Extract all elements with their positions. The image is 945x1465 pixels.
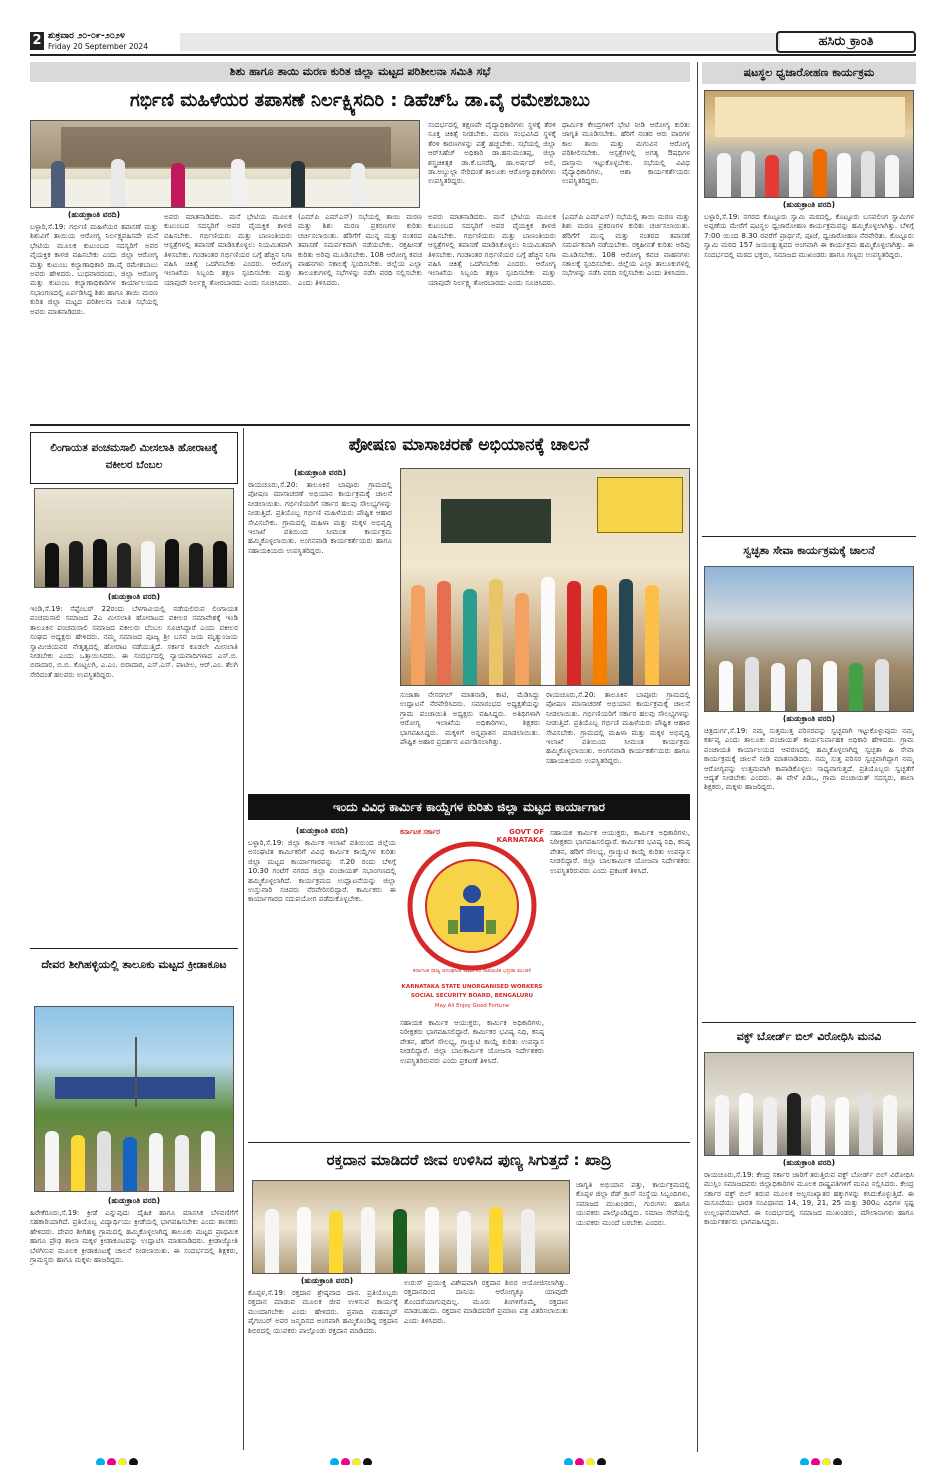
registration-marks	[0, 1452, 945, 1464]
raktadana-photo	[252, 1180, 570, 1274]
lead-kicker: ಶಿಶು ಹಾಗೂ ತಾಯಿ ಮರಣ ಕುರಿತ ಜಿಲ್ಲಾ ಮಟ್ಟದ ಪರಿಶೀಲನಾ ಸಮಿತಿ ಸಭೆ	[30, 62, 690, 82]
raktadana-dateline: (ಹುಡುಕ್ರಾಂತಿ ವರದಿ)	[300, 1276, 354, 1285]
kreeda-headline: ದೇವರ ಶೀಗಿಹಳ್ಳಿಯಲ್ಲಿ ತಾಲೂಕು ಮಟ್ಟದ ಕ್ರೀಡಾಕೂಟ	[41, 958, 227, 971]
raktadana-top-rule	[248, 1142, 690, 1143]
lead-headline: ಗರ್ಭಿಣಿ ಮಹಿಳೆಯರ ತಪಾಸಣೆ ನಿರ್ಲಕ್ಷ್ಯಿಸದಿರಿ : ಡಿಹೆಚ್‌ಓ ಡಾ.ವೈ ರಮೇಶಬಾಬು	[130, 90, 590, 111]
poshan-column-3: ರಾಯಚೂರು,ಸೆ.20: ತಾಲೂಕಿನ ಬಾಪೂರು ಗ್ರಾಮದಲ್ಲಿ ಪೋಷಣ ಮಾಸಾಚರಣೆ ಅಭಿಯಾನ ಕಾರ್ಯಕ್ರಮಕ್ಕೆ ಚಾಲನೆ ನೀಡಲಾಯಿತು. ಗರ್ಭಿಣಿಯರಿಗೆ ಸರ್ಕಾರ ಹಲವು ಸೌಲಭ್ಯಗಳನ್ನು ನೀಡುತ್ತಿದೆ. ಪ್ರತಿಯೊಬ್ಬ ಗರ್ಭಿಣಿ ಮಹಿಳೆಯರು ಪೌಷ್ಟಿಕ ಆಹಾರ ಸೇವಿಸಬೇಕು. ಗ್ರಾಮದಲ್ಲಿ ಮಹಿಳಾ ಮತ್ತು ಮಕ್ಕಳ ಅಭಿವೃದ್ಧಿ ಇಲಾಖೆ ವತಿಯಿಂದ ಸೀಮಂತ ಕಾರ್ಯಕ್ರಮ ಹಮ್ಮಿಕೊಳ್ಳಲಾಯಿತು. ಅಂಗನವಾಡಿ ಕಾರ್ಯಕರ್ತೆಯರು ಹಾಗೂ ಸಹಾಯಕಿಯರು ಉಪಸ್ಥಿತರಿದ್ದರು.	[546, 690, 690, 765]
poshan-headline: ಪೋಷಣ ಮಾಸಾಚರಣೆ ಅಭಿಯಾನಕ್ಕೆ ಚಾಲನೆ	[348, 435, 590, 455]
raktadana-column-1: ಕೊಪ್ಪಳ,ಸೆ.19: ರಕ್ತದಾನ ಶ್ರೇಷ್ಠವಾದ ದಾನ. ಪ್ರತಿಯೊಬ್ಬರು ರಕ್ತದಾನ ಮಾಡುವ ಮೂಲಕ ಜೀವ ಉಳಿಸುವ ಕಾರ್ಯಕ್ಕೆ ಮುಂದಾಗಬೇಕು ಎಂದು ಹೇಳಿದರು. ಪ್ರವಾದಿ ಮಹಮ್ಮದ್ ಪೈಗಂಬರ್ ಅವರ ಜನ್ಮದಿನದ ಅಂಗವಾಗಿ ಹಮ್ಮಿಕೊಂಡಿದ್ದ ರಕ್ತದಾನ ಶಿಬಿರದಲ್ಲಿ ಯುವಕರು ಪಾಲ್ಗೊಂಡು ರಕ್ತದಾನ ಮಾಡಿದರು.	[248, 1288, 398, 1335]
lead-column-5b: (ಎಮ್‌ಪಿ ಎಮ್‌ಎಸ್) ಸಭೆಯಲ್ಲಿ ತಾಯಿ ಮರಣ ಮತ್ತು ಶಿಶು ಮರಣ ಪ್ರಕರಣಗಳ ಕುರಿತು ಚರ್ಚಿಸಲಾಯಿತು. ಹೆರಿಗೆಗೆ ಮುನ್ನ ಮತ್ತು ನಂತರದ ತಪಾಸಣೆ ಸಮರ್ಪಕವಾಗಿ ನಡೆಯಬೇಕು. ರಕ್ತಹೀನತೆ ಕುರಿತು ಅರಿವು ಮೂಡಿಸಬೇಕು. 108 ಆರೋಗ್ಯ ಕವಚ ವಾಹನಗಳು ಸಕಾಲಕ್ಕೆ ಸ್ಪಂದಿಸಬೇಕು. ಜಿಲ್ಲೆಯ ಎಲ್ಲಾ ತಾಲೂಕುಗಳಲ್ಲಿ ಸಭೆಗಳನ್ನು ನಡೆಸಿ ವರದಿ ಸಲ್ಲಿಸಬೇಕು ಎಂದು ತಿಳಿಸಿದರು.	[562, 212, 690, 278]
logo-ring-text: ಕರ್ನಾಟಕ ರಾಜ್ಯ ಅಸಂಘಟಿತ ಕಾರ್ಮಿಕರ ಸಾಮಾಜಿಕ ಭದ್ರತಾ ಮಂಡಳಿ	[412, 968, 532, 974]
swachhata-photo	[704, 566, 914, 712]
karyagara-banner: ಇಂದು ವಿವಿಧ ಕಾರ್ಮಿಕ ಕಾಯ್ದೆಗಳ ಕುರಿತು ಜಿಲ್ಲಾ ಮಟ್ಟದ ಕಾರ್ಯಾಗಾರ	[248, 794, 690, 820]
left-divider	[30, 948, 238, 949]
left-column-rule	[243, 428, 244, 1450]
logo-right-text: GOVT OF KARNATAKA	[496, 828, 544, 844]
waqf-dateline: (ಹುಡುಕ್ರಾಂತಿ ವರದಿ)	[782, 1158, 836, 1167]
poshan-column-1: ರಾಯಚೂರು,ಸೆ.20: ತಾಲೂಕಿನ ಬಾಪೂರು ಗ್ರಾಮದಲ್ಲಿ ಪೋಷಣ ಮಾಸಾಚರಣೆ ಅಭಿಯಾನ ಕಾರ್ಯಕ್ರಮಕ್ಕೆ ಚಾಲನೆ ನೀಡಲಾಯಿತು. ಗರ್ಭಿಣಿಯರಿಗೆ ಸರ್ಕಾರ ಹಲವು ಸೌಲಭ್ಯಗಳನ್ನು ನೀಡುತ್ತಿದೆ. ಪ್ರತಿಯೊಬ್ಬ ಗರ್ಭಿಣಿ ಮಹಿಳೆಯರು ಪೌಷ್ಟಿಕ ಆಹಾರ ಸೇವಿಸಬೇಕು. ಗ್ರಾಮದಲ್ಲಿ ಮಹಿಳಾ ಮತ್ತು ಮಕ್ಕಳ ಅಭಿವೃದ್ಧಿ ಇಲಾಖೆ ವತಿಯಿಂದ ಸೀಮಂತ ಕಾರ್ಯಕ್ರಮ ಹಮ್ಮಿಕೊಳ್ಳಲಾಯಿತು. ಅಂಗನವಾಡಿ ಕಾರ್ಯಕರ್ತೆಯರು ಹಾಗೂ ಸಹಾಯಕಿಯರು ಉಪಸ್ಥಿತರಿದ್ದರು.	[248, 480, 392, 555]
karyagara-dateline: (ಹುಡುಕ್ರಾಂತಿ ವರದಿ)	[295, 826, 349, 835]
lead-column-3: (ಎಮ್‌ಪಿ ಎಮ್‌ಎಸ್) ಸಭೆಯಲ್ಲಿ ತಾಯಿ ಮರಣ ಮತ್ತು ಶಿಶು ಮರಣ ಪ್ರಕರಣಗಳ ಕುರಿತು ಚರ್ಚಿಸಲಾಯಿತು. ಹೆರಿಗೆಗೆ ಮುನ್ನ ಮತ್ತು ನಂತರದ ತಪಾಸಣೆ ಸಮರ್ಪಕವಾಗಿ ನಡೆಯಬೇಕು. ರಕ್ತಹೀನತೆ ಕುರಿತು ಅರಿವು ಮೂಡಿಸಬೇಕು. 108 ಆರೋಗ್ಯ ಕವಚ ವಾಹನಗಳು ಸಕಾಲಕ್ಕೆ ಸ್ಪಂದಿಸಬೇಕು. ಜಿಲ್ಲೆಯ ಎಲ್ಲಾ ತಾಲೂಕುಗಳಲ್ಲಿ ಸಭೆಗಳನ್ನು ನಡೆಸಿ ವರದಿ ಸಲ್ಲಿಸಬೇಕು ಎಂದು ತಿಳಿಸಿದರು.	[298, 212, 422, 287]
karyagara-column-2: ಸಹಾಯಕ ಕಾರ್ಮಿಕ ಆಯುಕ್ತರು, ಕಾರ್ಮಿಕ ಅಧಿಕಾರಿಗಳು, ನಿರೀಕ್ಷಕರು ಭಾಗವಹಿಸಲಿದ್ದಾರೆ. ಕಾರ್ಮಿಕರ ಭವಿಷ್ಯ ನಿಧಿ, ಕನಿಷ್ಠ ವೇತನ, ಹೆರಿಗೆ ಸೌಲಭ್ಯ, ಗ್ರಾಚ್ಯುಟಿ ಕಾಯ್ದೆ ಕುರಿತು ಉಪನ್ಯಾಸ ನೀಡಲಿದ್ದಾರೆ. ಜಿಲ್ಲಾ ಬಾಲಕಾರ್ಮಿಕ ಯೋಜನಾ ನಿರ್ದೇಶಕರು ಉಪಸ್ಥಿತರಿರುವರು ಎಂದು ಪ್ರಕಟಣೆ ತಿಳಿಸಿದೆ.	[400, 1018, 544, 1065]
lead-column-4: ಸಂದರ್ಭದಲ್ಲಿ ತಕ್ಷಣವೇ ವೈದ್ಯಾಧಿಕಾರಿಗಳು ಸ್ಥಳಕ್ಕೆ ತೆರಳಿ ಸೂಕ್ತ ಚಿಕಿತ್ಸೆ ನೀಡಬೇಕು. ಮರಣ ಸಂಭವಿಸಿದ ಸ್ಥಳಕ್ಕೆ ತೆರಳಿ ಕಾರಣಗಳನ್ನು ಪತ್ತೆ ಹಚ್ಚಬೇಕು. ಸಭೆಯಲ್ಲಿ ಜಿಲ್ಲಾ ಆರ್‌ಸಿಹೆಚ್ ಅಧಿಕಾರಿ ಡಾ.ಹನುಮಂತಪ್ಪ, ಜಿಲ್ಲಾ ಶಸ್ತ್ರಚಿಕಿತ್ಸಕ ಡಾ.ಕೆ.ಬಸರೆಡ್ಡಿ, ಡಾ.ಅರ್ಷದ್ ಅಲಿ, ಡಾ.ಅಬ್ದುಲ್ಲಾ ಸೇರಿದಂತೆ ತಾಲೂಕು ಆರೋಗ್ಯಾಧಿಕಾರಿಗಳು ಉಪಸ್ಥಿತರಿದ್ದರು.	[428, 120, 556, 186]
kreeda-body: ಹಿರೇಕೆರೂರು,ಸೆ.19: ಕ್ರೀಡೆ ಎನ್ನುವುದು ದೈಹಿಕ ಹಾಗೂ ಮಾನಸಿಕ ಬೆಳವಣಿಗೆಗೆ ಸಹಕಾರಿಯಾಗಿದೆ. ಪ್ರತಿಯೊಬ್ಬ ವಿದ್ಯಾರ್ಥಿಯು ಕ್ರೀಡೆಯಲ್ಲಿ ಭಾಗವಹಿಸಬೇಕು ಎಂದು ಶಾಸಕರು ಹೇಳಿದರು. ದೇವರ ಶೀಗಿಹಳ್ಳಿ ಗ್ರಾಮದಲ್ಲಿ ಹಮ್ಮಿಕೊಳ್ಳಲಾಗಿದ್ದ ತಾಲೂಕು ಮಟ್ಟದ ಪ್ರಾಥಮಿಕ ಹಾಗೂ ಪ್ರೌಢ ಶಾಲಾ ಮಕ್ಕಳ ಕ್ರೀಡಾಕೂಟವನ್ನು ಉದ್ಘಾಟಿಸಿ ಮಾತನಾಡಿದರು. ಕ್ರೀಡಾಜ್ಯೋತಿ ಬೆಳಗಿಸುವ ಮೂಲಕ ಕ್ರೀಡಾಕೂಟಕ್ಕೆ ಚಾಲನೆ ನೀಡಲಾಯಿತು. ಈ ಸಂದರ್ಭದಲ್ಲಿ ಶಿಕ್ಷಕರು, ಗ್ರಾಮಸ್ಥರು ಹಾಗೂ ಮಕ್ಕಳು ಹಾಜರಿದ್ದರು.	[30, 1208, 238, 1265]
right-column-rule	[697, 62, 698, 1452]
logo-english-line-2: SOCIAL SECURITY BOARD, BENGALURU	[410, 993, 534, 999]
poshan-banner	[597, 477, 683, 533]
right-top-body: ಬಳ್ಳಾರಿ,ಸೆ.19: ನಗರದ ಕೊಟ್ಟೂರು ಸ್ವಾಮಿ ಮಠದಲ್ಲಿ, ಕೊಟ್ಟೂರು ಬಸವಲಿಂಗ ಸ್ವಾಮಿಗಳ ಅಪ್ಪಣೆಯ ಮೇರೆಗೆ ಷಟಸ್ಥಲ ಧ್ವಜಾರೋಹಣ ಕಾರ್ಯಕ್ರಮವನ್ನು ಹಮ್ಮಿಕೊಳ್ಳಲಾಗಿತ್ತು. ಬೆಳಿಗ್ಗೆ 7:00 ಯಿಂದ 8.30 ರವರೆಗೆ ಪ್ರಾರ್ಥನೆ, ಪೂಜೆ, ಧ್ವಜಾರೋಹಣ ನೆರವೇರಿತು. ಕೊಟ್ಟೂರು ಸ್ವಾಮಿ ಮಠದ 157 ಜಯಂತ್ಯುತ್ಸವದ ಅಂಗವಾಗಿ ಈ ಕಾರ್ಯಕ್ರಮ ಹಮ್ಮಿಕೊಳ್ಳಲಾಗಿತ್ತು. ಈ ಸಂದರ್ಭದಲ್ಲಿ ಮಠದ ಭಕ್ತರು, ಸಮಾಜದ ಮುಖಂಡರು ಹಾಗೂ ಗಣ್ಯರು ಉಪಸ್ಥಿತರಿದ್ದರು.	[704, 212, 914, 259]
right-top-dateline: (ಹುಡುಕ್ರಾಂತಿ ವರದಿ)	[782, 200, 836, 209]
flag-hoisting-photo	[704, 90, 914, 198]
swachhata-body: ಚಿತ್ರದುರ್ಗ,ಸೆ.19: ನಮ್ಮ ಸುತ್ತಮುತ್ತ ಪರಿಸರವನ್ನು ಸ್ವಚ್ಛವಾಗಿ ಇಟ್ಟುಕೊಳ್ಳುವುದು ನಮ್ಮ ಕರ್ತವ್ಯ ಎಂದು ತಾಲೂಕು ಪಂಚಾಯತ್ ಕಾರ್ಯನಿರ್ವಾಹಕ ಅಧಿಕಾರಿ ಹೇಳಿದರು. ಗ್ರಾಮ ಪಂಚಾಯತಿ ಕಾರ್ಯಾಲಯದ ಆವರಣದಲ್ಲಿ ಹಮ್ಮಿಕೊಳ್ಳಲಾಗಿದ್ದ ಸ್ವಚ್ಛತಾ ಹಿ ಸೇವಾ ಕಾರ್ಯಕ್ರಮಕ್ಕೆ ಚಾಲನೆ ನೀಡಿ ಮಾತನಾಡಿದರು. ನಮ್ಮ ಸುತ್ತ ಪರಿಸರ ಸ್ವಚ್ಛವಾಗಿದ್ದಾಗ ನಮ್ಮ ಆರೋಗ್ಯವನ್ನು ಉತ್ತಮವಾಗಿ ಕಾಪಾಡಿಕೊಳ್ಳಲು ಸಾಧ್ಯವಾಗುತ್ತದೆ. ಪ್ರತಿಯೊಬ್ಬರು ಸ್ವಚ್ಛತೆಗೆ ಆದ್ಯತೆ ನೀಡಬೇಕು ಎಂದರು. ಈ ವೇಳೆ ಪಿಡಿಒ, ಗ್ರಾಮ ಪಂಚಾಯತ್ ಸದಸ್ಯರು, ಶಾಲಾ ಶಿಕ್ಷಕರು, ಮಕ್ಕಳು ಹಾಜರಿದ್ದರು.	[704, 726, 914, 792]
banner-backdrop	[61, 127, 391, 167]
labour-board-logo	[400, 828, 544, 1014]
lead-column-5: ಧಾರ್ಮಿಕ ಕೇಂದ್ರಗಳಿಗೆ ಭೇಟಿ ನೀಡಿ ಆರೋಗ್ಯ ಕುರಿತು ಜಾಗೃತಿ ಮೂಡಿಸಬೇಕು. ಹೆರಿಗೆ ನಂತರ ಆರು ವಾರಗಳ ಕಾಲ ತಾಯಿ ಮತ್ತು ಮಗುವಿನ ಆರೋಗ್ಯ ಪರಿಶೀಲಿಸಬೇಕು. ಆಸ್ಪತ್ರೆಗಳಲ್ಲಿ ಅಗತ್ಯ ಔಷಧಿಗಳ ದಾಸ್ತಾನು ಇಟ್ಟುಕೊಳ್ಳಬೇಕು. ಸಭೆಯಲ್ಲಿ ವಿವಿಧ ವೈದ್ಯಾಧಿಕಾರಿಗಳು, ಆಶಾ ಕಾರ್ಯಕರ್ತೆಯರು ಉಪಸ್ಥಿತರಿದ್ದರು.	[562, 120, 690, 186]
issue-date-english: Friday 20 September 2024	[48, 42, 148, 51]
raktadana-column-2: ಉರುಸ್ ಪ್ರಯುಕ್ತ ವಿಶೇಷವಾಗಿ ರಕ್ತದಾನ ಶಿಬಿರ ಆಯೋಜಿಸಲಾಗಿತ್ತು. ರಕ್ತದಾನದಿಂದ ದಾನಿಯ ಆರೋಗ್ಯಕ್ಕೂ ಯಾವುದೇ ತೊಂದರೆಯಾಗುವುದಿಲ್ಲ. ಮೂರು ತಿಂಗಳಿಗೊಮ್ಮೆ ರಕ್ತದಾನ ಮಾಡಬಹುದು. ರಕ್ತದಾನ ಮಾಡಿದವರಿಗೆ ಪ್ರಮಾಣ ಪತ್ರ ವಿತರಿಸಲಾಯಿತು ಎಂದು ತಿಳಿಸಿದರು.	[404, 1278, 568, 1325]
lingayat-photo	[34, 488, 234, 588]
poshan-column-2: ಸುಜಾತಾ ನೇಸರಗಲ್ ಮಾತನಾಡಿ, ಕಾಟಿ, ಮೆಡಿಸಿದ್ದು ಉದ್ಘಾಟನೆ ನೆರವೇರಿಸಿದರು. ಸಮಾರಂಭದ ಅಧ್ಯಕ್ಷತೆಯನ್ನು ಗ್ರಾಮ ಪಂಚಾಯಿತಿ ಅಧ್ಯಕ್ಷರು ವಹಿಸಿದ್ದರು. ಅತಿಥಿಗಳಾಗಿ ಆರೋಗ್ಯ ಇಲಾಖೆಯ ಅಧಿಕಾರಿಗಳು, ಶಿಕ್ಷಕರು ಭಾಗವಹಿಸಿದ್ದರು. ಮಕ್ಕಳಿಗೆ ಅನ್ನಪ್ರಾಶನ ಮಾಡಲಾಯಿತು. ಪೌಷ್ಟಿಕ ಆಹಾರ ಪ್ರದರ್ಶನ ಏರ್ಪಡಿಸಲಾಗಿತ್ತು.	[400, 690, 540, 747]
raktadana-headline: ರಕ್ತದಾನ ಮಾಡಿದರೆ ಜೀವ ಉಳಿಸಿದ ಪುಣ್ಯ ಸಿಗುತ್ತದೆ : ಖಾದ್ರಿ	[326, 1151, 612, 1169]
registration-group-4	[800, 1452, 844, 1465]
poshan-photo	[400, 468, 690, 686]
lead-column-4b: ಅವರು ಮಾತನಾಡಿದರು. ಮನೆ ಭೇಟಿಯ ಮೂಲಕ ಕುಟುಂಬದ ಸದಸ್ಯರಿಗೆ ಅವರ ವೈಯಕ್ತಿಕ ಕಾಳಜಿ ವಹಿಸಬೇಕು. ಗರ್ಭಿಣಿಯರು ಮತ್ತು ಬಾಣಂತಿಯರು ಆಸ್ಪತ್ರೆಗಳಲ್ಲಿ ತಪಾಸಣೆ ಮಾಡಿಸಿಕೊಳ್ಳಲು ನಿಯಮಿತವಾಗಿ ತಿಳಿಸಬೇಕು. ಗಂಡಾಂತರ ಗರ್ಭಿಣಿಯರ ಬಗ್ಗೆ ಹೆಚ್ಚಿನ ನಿಗಾ ವಹಿಸಿ ಚಿಕಿತ್ಸೆ ಒದಗಿಸಬೇಕು ಎಂದರು. ಆರೋಗ್ಯ ಇಲಾಖೆಯ ಸಿಬ್ಬಂದಿ ತಕ್ಷಣ ಸ್ಪಂದಿಸಬೇಕು ಮತ್ತು ಯಾವುದೇ ನಿರ್ಲಕ್ಷ್ಯ ತೋರಬಾರದು ಎಂದು ಸೂಚಿಸಿದರು.	[428, 212, 556, 287]
right-top-headline: ಷಟಸ್ಥಲ ಧ್ವಜಾರೋಹಣ ಕಾರ್ಯಕ್ರಮ	[702, 62, 916, 84]
flag-pole	[135, 1037, 137, 1107]
karyagara-column-1: ಬಳ್ಳಾರಿ,ಸೆ.19: ಜಿಲ್ಲಾ ಕಾರ್ಮಿಕ ಇಲಾಖೆ ವತಿಯಿಂದ ಜಿಲ್ಲೆಯ ಅಸಂಘಟಿತ ಕಾರ್ಮಿಕರಿಗೆ ವಿವಿಧ ಕಾರ್ಮಿಕ ಕಾಯ್ದೆಗಳ ಕುರಿತು ಜಿಲ್ಲಾ ಮಟ್ಟದ ಕಾರ್ಯಾಗಾರವನ್ನು ಸೆ.20 ರಂದು ಬೆಳಿಗ್ಗೆ 10.30 ಗಂಟೆಗೆ ನಗರದ ಜಿಲ್ಲಾ ಪಂಚಾಯತ್ ಸಭಾಂಗಣದಲ್ಲಿ ಹಮ್ಮಿಕೊಳ್ಳಲಾಗಿದೆ. ಕಾರ್ಯಕ್ರಮದ ಉದ್ಘಾಟನೆಯನ್ನು ಜಿಲ್ಲಾ ಉಸ್ತುವಾರಿ ಸಚಿವರು ನೆರವೇರಿಸಲಿದ್ದಾರೆ. ಕಾರ್ಮಿಕರು ಈ ಕಾರ್ಯಾಗಾರದ ಸದುಪಯೋಗ ಪಡೆದುಕೊಳ್ಳಬೇಕು.	[248, 838, 396, 904]
blackboard	[441, 499, 551, 543]
lead-column-2: ಅವರು ಮಾತನಾಡಿದರು. ಮನೆ ಭೇಟಿಯ ಮೂಲಕ ಕುಟುಂಬದ ಸದಸ್ಯರಿಗೆ ಅವರ ವೈಯಕ್ತಿಕ ಕಾಳಜಿ ವಹಿಸಬೇಕು. ಗರ್ಭಿಣಿಯರು ಮತ್ತು ಬಾಣಂತಿಯರು ಆಸ್ಪತ್ರೆಗಳಲ್ಲಿ ತಪಾಸಣೆ ಮಾಡಿಸಿಕೊಳ್ಳಲು ನಿಯಮಿತವಾಗಿ ತಿಳಿಸಬೇಕು. ಗಂಡಾಂತರ ಗರ್ಭಿಣಿಯರ ಬಗ್ಗೆ ಹೆಚ್ಚಿನ ನಿಗಾ ವಹಿಸಿ ಚಿಕಿತ್ಸೆ ಒದಗಿಸಬೇಕು ಎಂದರು. ಆರೋಗ್ಯ ಇಲಾಖೆಯ ಸಿಬ್ಬಂದಿ ತಕ್ಷಣ ಸ್ಪಂದಿಸಬೇಕು ಮತ್ತು ಯಾವುದೇ ನಿರ್ಲಕ್ಷ್ಯ ತೋರಬಾರದು ಎಂದು ಸೂಚಿಸಿದರು.	[164, 212, 292, 287]
issue-date-kannada: ಶುಕ್ರವಾರ ೨೦-೦೯-೨೦೨೪	[48, 31, 125, 41]
registration-group-1	[96, 1452, 140, 1465]
lingayat-headline: ಲಿಂಗಾಯತ ಪಂಚಮಸಾಲಿ ಮೀಸಲಾತಿ ಹೋರಾಟಕ್ಕೆ ವಕೀಲರ ಬೆಂಬಲ	[50, 442, 218, 471]
masthead	[30, 30, 916, 56]
right-divider-2	[702, 1022, 916, 1023]
swachhata-headline: ಸ್ವಚ್ಛತಾ ಸೇವಾ ಕಾರ್ಯಕ್ರಮಕ್ಕೆ ಚಾಲನೆ	[743, 544, 875, 557]
swachhata-dateline: (ಹುಡುಕ್ರಾಂತಿ ವರದಿ)	[782, 714, 836, 723]
karyagara-column-3: ಸಹಾಯಕ ಕಾರ್ಮಿಕ ಆಯುಕ್ತರು, ಕಾರ್ಮಿಕ ಅಧಿಕಾರಿಗಳು, ನಿರೀಕ್ಷಕರು ಭಾಗವಹಿಸಲಿದ್ದಾರೆ. ಕಾರ್ಮಿಕರ ಭವಿಷ್ಯ ನಿಧಿ, ಕನಿಷ್ಠ ವೇತನ, ಹೆರಿಗೆ ಸೌಲಭ್ಯ, ಗ್ರಾಚ್ಯುಟಿ ಕಾಯ್ದೆ ಕುರಿತು ಉಪನ್ಯಾಸ ನೀಡಲಿದ್ದಾರೆ. ಜಿಲ್ಲಾ ಬಾಲಕಾರ್ಮಿಕ ಯೋಜನಾ ನಿರ್ದೇಶಕರು ಉಪಸ್ಥಿತರಿರುವರು ಎಂದು ಪ್ರಕಟಣೆ ತಿಳಿಸಿದೆ.	[550, 828, 690, 875]
raktadana-column-3: ಜಾಗೃತಿ ಅಭಿಯಾನ ಪತ್ತು, ಕಾರ್ಯಕ್ರಮದಲ್ಲಿ ಕೊಪ್ಪಳ ಜಿಲ್ಲಾ ರೆಡ್ ಕ್ರಾಸ್ ಸಂಸ್ಥೆಯ ಸಿಬ್ಬಂದಿಗಳು, ಸಮಾಜದ ಮುಖಂಡರು, ಗುರುಗಳು ಹಾಗೂ ಯುವಕರು ಪಾಲ್ಗೊಂಡಿದ್ದರು. ಸಮಾಜ ಸೇವೆಯಲ್ಲಿ ಯುವಕರು ಮುಂದೆ ಬರಬೇಕು ಎಂದರು.	[576, 1180, 690, 1227]
right-divider-1	[702, 536, 916, 537]
waqf-body: ರಾಯಚೂರು,ಸೆ.19: ಕೇಂದ್ರ ಸರ್ಕಾರ ಜಾರಿಗೆ ತರುತ್ತಿರುವ ವಕ್ಫ್ ಬೋರ್ಡ್ ಬಿಲ್ ವಿರೋಧಿಸಿ ಮುಸ್ಲಿಂ ಸಮಾಜದವರು ಜಿಲ್ಲಾಧಿಕಾರಿಗಳ ಮೂಲಕ ರಾಷ್ಟ್ರಪತಿಗಳಿಗೆ ಮನವಿ ಸಲ್ಲಿಸಿದರು. ಕೇಂದ್ರ ಸರ್ಕಾರ ವಕ್ಫ್ ಬಿಲ್ ತರುವ ಮೂಲಕ ಅಲ್ಪಸಂಖ್ಯಾತರ ಹಕ್ಕುಗಳನ್ನು ಕಸಿದುಕೊಳ್ಳುತ್ತಿದೆ. ಈ ಮಸೂದೆಯು ಭಾರತ ಸಂವಿಧಾನದ 14, 19, 21, 25 ಮತ್ತು 300ಎ ವಿಧಿಗಳ ಸ್ಪಷ್ಟ ಉಲ್ಲಂಘನೆಯಾಗಿದೆ. ಈ ಸಂದರ್ಭದಲ್ಲಿ ಸಮಾಜದ ಮುಖಂಡರು, ಮೌಲಾನಾಗಳು ಹಾಗೂ ಕಾರ್ಯಕರ್ತರು ಭಾಗವಹಿಸಿದ್ದರು.	[704, 1170, 914, 1227]
masthead-band	[180, 33, 780, 51]
lead-photo	[30, 120, 420, 208]
registration-group-2	[330, 1452, 374, 1465]
waqf-headline: ವಕ್ಫ್ ಬೋರ್ಡ್ ಬಿಲ್ ವಿರೋಧಿಸಿ ಮನವಿ	[736, 1030, 882, 1043]
logo-english-line-1: KARNATAKA STATE UNORGANISED WORKERS	[401, 984, 543, 990]
kreeda-dateline: (ಹುಡುಕ್ರಾಂತಿ ವರದಿ)	[107, 1196, 161, 1205]
lingayat-box	[30, 432, 238, 484]
paper-name: ಹಸಿರು ಕ್ರಾಂತಿ	[776, 31, 916, 53]
lingayat-body: ಇಂಡಿ,ಸೆ.19: ಸೆಪ್ಟೆಂಬರ್ 22ರಂದು ಬೆಳಗಾವಿಯಲ್ಲಿ ನಡೆಯಲಿರುವ ಲಿಂಗಾಯತ ಪಂಚಮಸಾಲಿ ಸಮಾಜದ 2ಎ ಮೀಸಲಾತಿ ಹೋರಾಟದ ವಕೀಲರ ಸಮಾವೇಶಕ್ಕೆ ಇಂಡಿ ತಾಲೂಕಿನ ಪಂಚಮಸಾಲಿ ಸಮಾಜದ ವಕೀಲರು ಬೆಂಬಲ ಸೂಚಿಸಿದ್ದಾರೆ ಎಂದು ವಕೀಲರ ಸಂಘದ ಅಧ್ಯಕ್ಷರು ಹೇಳಿದರು. ನಮ್ಮ ಸಮಾಜದ ಪೂಜ್ಯ ಶ್ರೀ ಬಸವ ಜಯ ಮೃತ್ಯುಂಜಯ ಸ್ವಾಮೀಜಿಯವರ ನೇತೃತ್ವದಲ್ಲಿ ಹೋರಾಟ ನಡೆಯುತ್ತಿದೆ. ಸರ್ಕಾರ ಕೂಡಲೇ ಮೀಸಲಾತಿ ನೀಡಬೇಕು ಎಂದು ಒತ್ತಾಯಿಸಿದರು. ಈ ಸಂದರ್ಭದಲ್ಲಿ ನ್ಯಾಯವಾದಿಗಳಾದ ಎಸ್.ಬಿ. ಬಿರಾದಾರ, ಬಿ.ಬಿ. ಕೊಟ್ಟಲಗಿ, ಎ.ಎಂ. ಬಿರಾದಾರ, ಎಸ್.ಎಸ್. ಪಾಟೀಲ, ಆರ್.ಎಂ. ತೆಲಗಿ ಸೇರಿದಂತೆ ಹಲವರು ಉಪಸ್ಥಿತರಿದ್ದರು.	[30, 604, 238, 679]
registration-group-3	[564, 1452, 608, 1465]
temple-wall	[715, 97, 905, 137]
lingayat-dateline: (ಹುಡುಕ್ರಾಂತಿ ವರದಿ)	[107, 592, 161, 601]
logo-motto: May All Enjoy Good Fortune	[434, 1003, 510, 1009]
page-number: 2	[30, 32, 44, 50]
waqf-photo	[704, 1052, 914, 1156]
poshan-dateline: (ಹುಡುಕ್ರಾಂತಿ ವರದಿ)	[293, 468, 347, 477]
kreeda-photo	[34, 1006, 234, 1192]
lead-column-1: ಬಳ್ಳಾರಿ,ಸೆ.19: ಗರ್ಭಿಣಿ ಮಹಿಳೆಯರ ತಪಾಸಣೆ ಮತ್ತು ಶಿಶುವಿಗೆ ತಾಯಿಯ ಆರೋಗ್ಯ ನಿರ್ಲಕ್ಷ್ಯವಹಿಸದೇ ಮನೆ ಭೇಟಿಯ ಮೂಲಕ ಕುಟುಂಬದ ಸದಸ್ಯರಿಗೆ ಅವರ ವೈಯಕ್ತಿಕ ಕಾಳಜಿ ವಹಿಸಬೇಕು ಎಂದು ಜಿಲ್ಲಾ ಆರೋಗ್ಯ ಮತ್ತು ಕುಟುಂಬ ಕಲ್ಯಾಣಾಧಿಕಾರಿ ಡಾ.ವೈ ರಮೇಶಬಾಬು ಅವರು ಹೇಳಿದರು. ಬುಧವಾರದಂದು, ಜಿಲ್ಲಾ ಆರೋಗ್ಯ ಮತ್ತು ಕುಟುಂಬ ಕಲ್ಯಾಣಾಧಿಕಾರಿಗಳ ಕಾರ್ಯಾಲಯದ ಸಭಾಂಗಣದಲ್ಲಿ ಏರ್ಪಡಿಸಿದ್ದ ಶಿಶು ಹಾಗೂ ತಾಯಿ ಮರಣ ಕುರಿತ ಜಿಲ್ಲಾ ಮಟ್ಟದ ಪರಿಶೀಲನಾ ಸಮಿತಿ ಸಭೆಯಲ್ಲಿ ಅವರು ಮಾತನಾಡಿದರು.	[30, 222, 158, 316]
lead-bottom-rule	[30, 424, 690, 426]
lead-dateline: (ಹುಡುಕ್ರಾಂತಿ ವರದಿ)	[67, 210, 121, 219]
logo-top-text: ಕರ್ನಾಟಕ ಸರ್ಕಾರ	[400, 828, 440, 836]
